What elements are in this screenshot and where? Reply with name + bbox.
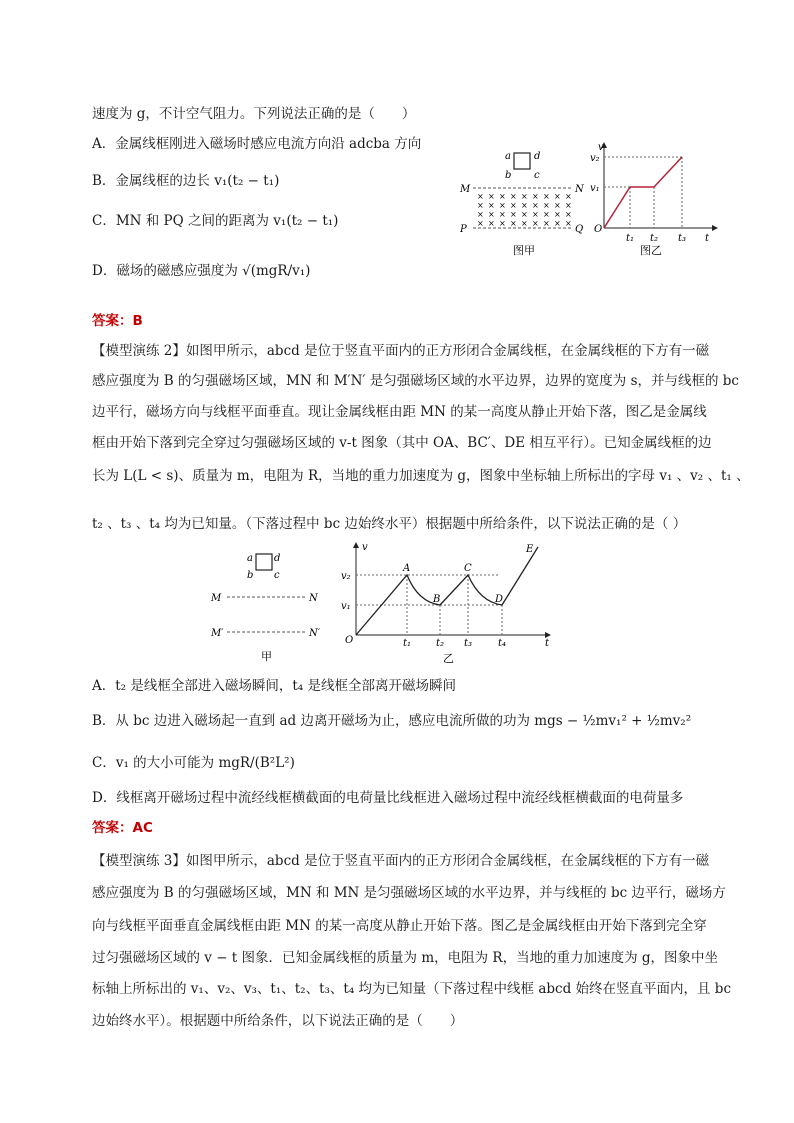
q2a-label-n2: N′ bbox=[309, 628, 321, 639]
field-cross-mark: × bbox=[477, 210, 484, 219]
q2-line-2: 感应强度为 B 的匀强磁场区域，MN 和 M′N′ 是匀强磁场区域的水平边界，边界的宽度为 s，并与线框的 bc bbox=[92, 373, 739, 389]
q2b-caption: 乙 bbox=[443, 652, 454, 665]
field-cross-mark: × bbox=[510, 219, 517, 228]
q2-line-1: 【模型演练 2】如图甲所示，abcd 是位于竖直平面内的正方形闭合金属线框，在金属线框的下方有一磁 bbox=[92, 343, 710, 359]
q2b-label-v: v bbox=[362, 542, 368, 553]
q1b-label-t3: t₃ bbox=[678, 233, 687, 244]
field-cross-mark: × bbox=[565, 219, 572, 228]
field-cross-mark: × bbox=[532, 201, 539, 210]
field-cross-mark: × bbox=[532, 192, 539, 201]
q2-answer: 答案：AC bbox=[92, 820, 153, 836]
q1b-label-t2: t₂ bbox=[650, 233, 659, 244]
field-cross-mark: × bbox=[510, 210, 517, 219]
square-frame bbox=[256, 554, 272, 570]
field-cross-mark: × bbox=[510, 201, 517, 210]
q2b-label-o: O bbox=[345, 635, 354, 646]
q2b-label-t2: t₂ bbox=[436, 638, 445, 649]
field-cross-mark: × bbox=[543, 192, 550, 201]
q1a-label-m: M bbox=[460, 184, 471, 195]
q2b-label-v2: v₂ bbox=[341, 571, 351, 582]
field-cross-mark: × bbox=[521, 192, 528, 201]
q2b-label-t4: t₄ bbox=[498, 638, 507, 649]
q1a-label-q: Q bbox=[575, 224, 584, 235]
q1a-label-n: N bbox=[575, 184, 584, 195]
field-cross-mark: × bbox=[521, 201, 528, 210]
field-cross-mark: × bbox=[521, 219, 528, 228]
q2-line-4: 框由开始下落到完全穿过匀强磁场区域的 v-t 图象（其中 OA、BC′、DE 相互平行）。已知金属线框的边 bbox=[92, 435, 712, 451]
field-cross-mark: × bbox=[554, 192, 561, 201]
q2-figure-a bbox=[205, 545, 335, 665]
field-cross-mark: × bbox=[510, 192, 517, 201]
q2-figure-b bbox=[340, 540, 555, 665]
q3-line-4: 过匀强磁场区域的 v − t 图象．已知金属线框的质量为 m，电阻为 R，当地的重力加速度为 g，图象中坐 bbox=[92, 950, 719, 966]
field-cross-mark: × bbox=[565, 192, 572, 201]
q1a-label-p: P bbox=[460, 224, 467, 235]
q3-line-1: 【模型演练 3】如图甲所示，abcd 是位于竖直平面内的正方形闭合金属线框，在金属线框的下方有一磁 bbox=[92, 853, 710, 869]
v-axis-arrow-icon bbox=[353, 542, 359, 548]
q2-line-5: 长为 L(L < s)、质量为 m，电阻为 R，当地的重力加速度为 g，图象中坐标轴上所标出的字母 v₁ 、v₂ 、t₁ 、 bbox=[92, 468, 750, 484]
q2a-label-b: b bbox=[247, 570, 254, 581]
q1-option-a: A．金属线框刚进入磁场时感应电流方向沿 adcba 方向 bbox=[92, 136, 422, 152]
field-cross-mark: × bbox=[565, 201, 572, 210]
field-cross-mark: × bbox=[543, 219, 550, 228]
q1-option-c: C．MN 和 PQ 之间的距离为 v₁(t₂ − t₁) bbox=[92, 213, 339, 229]
q2-option-c: C．v₁ 的大小可能为 mgR/(B²L²) bbox=[92, 755, 295, 771]
q3-line-2: 感应强度为 B 的匀强磁场区域，MN 和 MN 是匀强磁场区域的水平边界，并与线框的 bc 边平行，磁场方 bbox=[92, 885, 726, 901]
q1-figure-a bbox=[455, 140, 595, 260]
magnetic-field-crosses bbox=[477, 192, 572, 228]
q2b-label-e: E bbox=[526, 544, 534, 555]
q2b-label-t: t bbox=[545, 638, 550, 649]
t-axis-arrow-icon bbox=[712, 225, 718, 231]
q1b-label-v1: v₁ bbox=[590, 183, 600, 194]
q1b-caption: 图乙 bbox=[640, 244, 662, 257]
q2a-label-m: M bbox=[211, 593, 222, 604]
field-cross-mark: × bbox=[488, 219, 495, 228]
q1-option-d: D．磁场的磁感应强度为 √(mgR/v₁) bbox=[92, 263, 311, 279]
q3-line-5: 标轴上所标出的 v₁、v₂、v₃、t₁、t₂、t₃、t₄ 均为已知量（下落过程中线框 abcd 始终在竖直平面内，且 bc bbox=[92, 981, 732, 997]
q1b-label-v2: v₂ bbox=[590, 153, 600, 164]
q1-answer: 答案：B bbox=[92, 313, 143, 329]
q2-option-b: B．从 bc 边进入磁场起一直到 ad 边离开磁场为止，感应电流所做的功为 mgs − ½mv₁² + ½mv₂² bbox=[92, 713, 692, 729]
q1a-label-d: d bbox=[534, 151, 541, 162]
q2-option-a: A．t₂ 是线框全部进入磁场瞬间，t₄ 是线框全部离开磁场瞬间 bbox=[92, 678, 457, 694]
q2b-label-t1: t₁ bbox=[403, 638, 412, 649]
field-cross-mark: × bbox=[499, 201, 506, 210]
field-cross-mark: × bbox=[488, 192, 495, 201]
q2a-caption: 甲 bbox=[261, 650, 272, 663]
q2-option-d: D．线框离开磁场过程中流经线框横截面的电荷量比线框进入磁场过程中流经线框横截面的电荷量多 bbox=[92, 790, 684, 806]
q1-figure-b bbox=[590, 140, 720, 260]
q2a-label-c: c bbox=[274, 570, 280, 581]
field-cross-mark: × bbox=[521, 210, 528, 219]
field-cross-mark: × bbox=[532, 219, 539, 228]
q2a-label-n: N bbox=[309, 593, 318, 604]
q1b-label-v: v bbox=[598, 142, 604, 153]
field-cross-mark: × bbox=[488, 201, 495, 210]
field-cross-mark: × bbox=[554, 219, 561, 228]
q2b-label-t3: t₃ bbox=[464, 638, 473, 649]
q1a-label-a: a bbox=[505, 151, 511, 162]
field-cross-mark: × bbox=[543, 201, 550, 210]
q2b-label-c: C bbox=[464, 563, 472, 574]
q2a-label-d: d bbox=[274, 553, 281, 564]
field-cross-mark: × bbox=[565, 210, 572, 219]
q1b-label-t: t bbox=[705, 233, 710, 244]
q3-line-6: 边始终水平）。根据题中所给条件，以下说法正确的是（ ） bbox=[92, 1013, 464, 1029]
q1b-label-t1: t₁ bbox=[626, 233, 635, 244]
square-frame bbox=[514, 153, 530, 169]
field-cross-mark: × bbox=[554, 201, 561, 210]
field-cross-mark: × bbox=[543, 210, 550, 219]
q2a-label-m2: M′ bbox=[211, 628, 224, 639]
q1a-label-c: c bbox=[534, 170, 540, 181]
q2-line-3: 边平行，磁场方向与线框平面垂直。现让金属线框由距 MN 的某一高度从静止开始下落，图乙是金属线 bbox=[92, 404, 707, 420]
field-cross-mark: × bbox=[499, 210, 506, 219]
q1b-label-o: O bbox=[594, 224, 603, 235]
q1a-label-b: b bbox=[505, 170, 512, 181]
q1-vt-curve bbox=[604, 157, 682, 228]
q3-line-3: 向与线框平面垂直金属线框由距 MN 的某一高度从静止开始下落。图乙是金属线框由开始下落到完全穿 bbox=[92, 918, 707, 934]
q2-vt-curve bbox=[356, 547, 538, 635]
field-cross-mark: × bbox=[477, 219, 484, 228]
field-cross-mark: × bbox=[488, 210, 495, 219]
field-cross-mark: × bbox=[499, 219, 506, 228]
field-cross-mark: × bbox=[477, 201, 484, 210]
q2b-label-v1: v₁ bbox=[341, 601, 351, 612]
field-cross-mark: × bbox=[477, 192, 484, 201]
field-cross-mark: × bbox=[532, 210, 539, 219]
q2b-label-b: B bbox=[433, 594, 441, 605]
field-cross-mark: × bbox=[499, 192, 506, 201]
q2b-label-a: A bbox=[403, 563, 411, 574]
q2a-label-a: a bbox=[247, 553, 253, 564]
q1-option-b: B．金属线框的边长 v₁(t₂ − t₁) bbox=[92, 173, 280, 189]
q2-line-6: t₂ 、t₃ 、t₄ 均为已知量。（下落过程中 bc 边始终水平）根据题中所给条件，以下说法正确的是（ ） bbox=[92, 516, 687, 532]
q1-stem-tail: 速度为 g，不计空气阻力。下列说法正确的是（ ） bbox=[92, 106, 416, 122]
field-cross-mark: × bbox=[554, 210, 561, 219]
q1a-caption: 图甲 bbox=[513, 244, 535, 257]
q2b-label-d: D bbox=[495, 594, 504, 605]
